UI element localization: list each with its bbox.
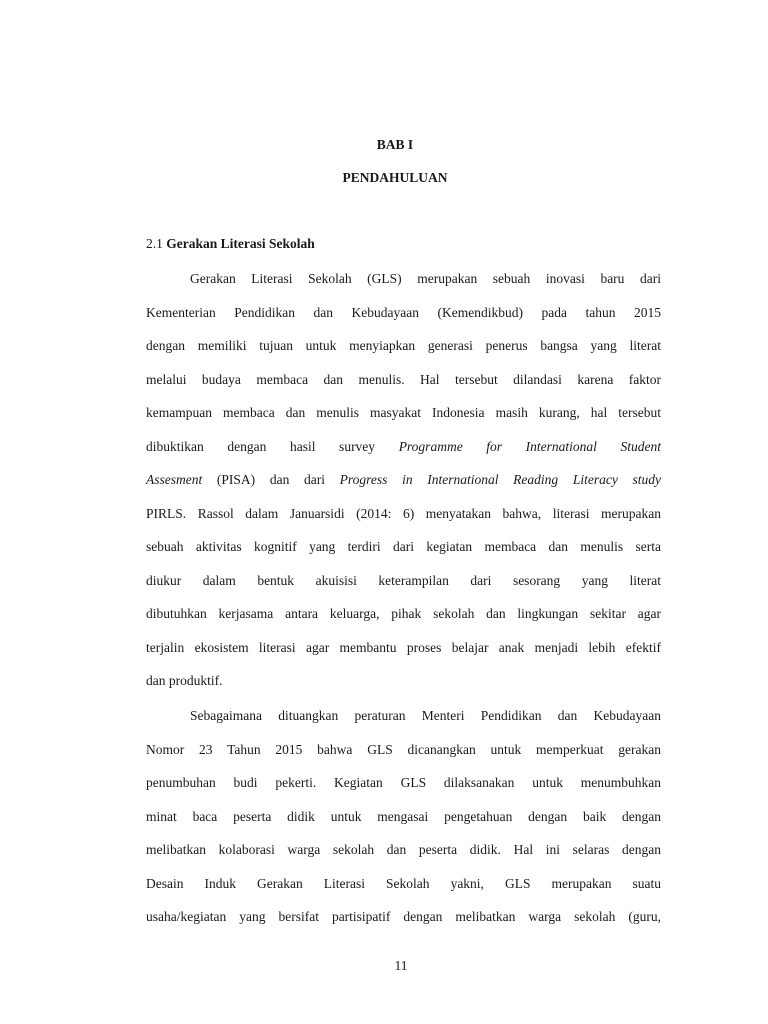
- paragraph-line: melalui budaya membaca dan menulis. Hal tersebut dilandasi karena faktor: [146, 371, 661, 387]
- paragraph-line: [146, 438, 661, 472]
- paragraph-line: Nomor 23 Tahun 2015 bahwa GLS dicanangkan untuk memperkuat gerakan: [146, 741, 661, 757]
- paragraph-line: PIRLS. Rassol dalam Januarsidi (2014: 6) menyatakan bahwa, literasi merupakan: [146, 505, 661, 521]
- paragraph-line: melibatkan kolaborasi warga sekolah dan peserta didik. Hal ini selaras dengan: [146, 842, 661, 857]
- italic-term: Programme for International Student: [398, 438, 662, 454]
- paragraph-line: dengan memiliki tujuan untuk menyiapkan generasi penerus bangsa yang literat: [146, 338, 661, 353]
- paragraph-line: terjalin ekosistem literasi agar membantu proses belajar anak menjadi lebih efektif: [146, 639, 661, 655]
- line-text: (PISA) dan dari: [216, 472, 325, 487]
- line-text: dibuktikan dengan hasil survey: [146, 438, 376, 454]
- italic-term: Progress in International Reading Literacy study: [339, 472, 661, 487]
- paragraph-line: Gerakan Literasi Sekolah (GLS) merupakan sebuah inovasi baru dari: [190, 271, 661, 286]
- section-heading: [146, 236, 315, 252]
- page-number: 11: [394, 958, 408, 973]
- italic-term: Assesment: [146, 472, 203, 487]
- chapter-title: PENDAHULUAN: [342, 170, 448, 185]
- paragraph-line: [146, 471, 661, 505]
- section-number: 2.1: [146, 236, 163, 251]
- section-title: Gerakan Literasi Sekolah: [166, 236, 315, 251]
- paragraph-2: [146, 707, 661, 942]
- paragraph-line: Desain Induk Gerakan Literasi Sekolah yakni, GLS merupakan suatu: [146, 875, 661, 891]
- paragraph-line: penumbuhan budi pekerti. Kegiatan GLS dilaksanakan untuk menumbuhkan: [146, 775, 661, 790]
- paragraph-line: Kementerian Pendidikan dan Kebudayaan (Kemendikbud) pada tahun 2015: [146, 304, 661, 320]
- paragraph-line: minat baca peserta didik untuk mengasai pengetahuan dengan baik dengan: [146, 808, 661, 824]
- paragraph-line: sebuah aktivitas kognitif yang terdiri dari kegiatan membaca dan menulis serta: [146, 539, 661, 554]
- chapter-number: BAB I: [376, 137, 414, 152]
- paragraph-line: diukur dalam bentuk akuisisi keterampilan dari sesorang yang literat: [146, 572, 661, 588]
- paragraph-line: kemampuan membaca dan menulis masyakat Indonesia masih kurang, hal tersebut: [146, 405, 661, 420]
- paragraph-line: Sebagaimana dituangkan peraturan Menteri Pendidikan dan Kebudayaan: [190, 708, 661, 723]
- paragraph-line: dan produktif.: [146, 673, 223, 688]
- paragraph-1: [146, 270, 661, 706]
- paragraph-line: usaha/kegiatan yang bersifat partisipatif dengan melibatkan warga sekolah (guru,: [146, 909, 661, 924]
- paragraph-line: dibutuhkan kerjasama antara keluarga, pihak sekolah dan lingkungan sekitar agar: [146, 606, 661, 621]
